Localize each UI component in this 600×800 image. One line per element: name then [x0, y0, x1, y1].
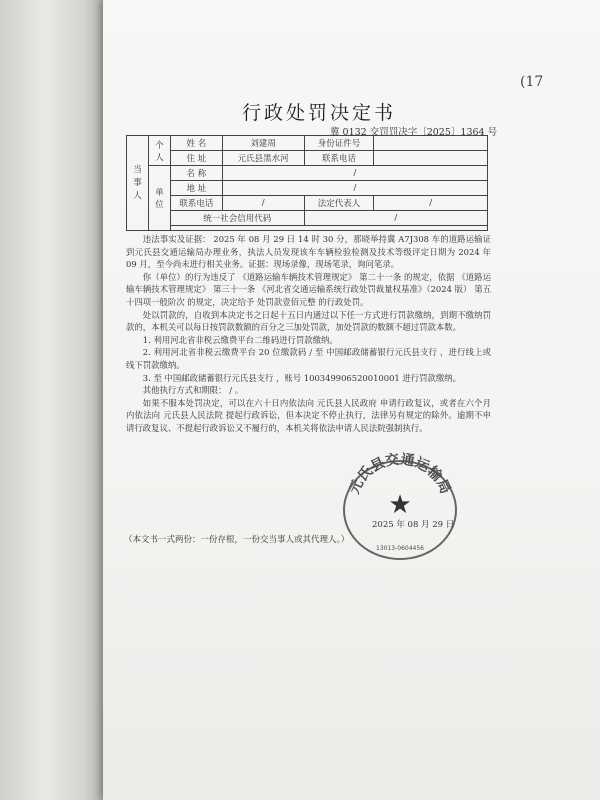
- facts-paragraph: 违法事实及证据： 2025 年 08 月 29 日 14 时 30 分，那晓举持冀 A7J308 车的道路运输证到元氏县交通运输局办理业务，执法人员发现该车车辆检验检测及技术等级评定日期为 2024 年 09 月，至今尚未进行相关业务。证据：现场录像，现场笔录，询问笔录。: [126, 234, 491, 270]
- star-icon: ★: [388, 490, 412, 520]
- unit-address-value: /: [222, 181, 487, 196]
- unit-name-value: /: [222, 166, 487, 181]
- name-value: 刘建周: [222, 136, 304, 151]
- credit-code-label: 统一社会信用代码: [170, 211, 304, 226]
- payment-intro-paragraph: 处以罚款的，自收到本决定书之日起十五日内通过以下任一方式进行罚款缴纳，到期不缴纳罚款的，本机关可以每日按罚款数额的百分之三加处罚款，加处罚款的数额不超过罚款本数。: [126, 309, 491, 333]
- unit-phone-value: /: [222, 196, 304, 211]
- person-label: 个人: [148, 136, 170, 166]
- legal-rep-value: /: [374, 196, 488, 211]
- other-execution: 其他执行方式和期限： / 。: [142, 385, 244, 396]
- unit-phone-label: 联系电话: [170, 196, 222, 211]
- unit-address-label: 地 址: [170, 181, 222, 196]
- footnote: （本文书一式两份：一份存根，一份交当事人或其代理人。）: [124, 535, 350, 545]
- name-label: 姓 名: [170, 136, 222, 151]
- payment-method-3: 3. 至 中国邮政储蓄银行元氏县支行 ，账号 100349906520010001 进行罚款缴纳。: [142, 372, 462, 383]
- decision-body: [126, 233, 491, 435]
- payment-method-2: 2. 利用河北省非税云缴费平台 20 位缴款码 / 至 中国邮政储蓄银行元氏县支行 ，进行线上或线下罚款缴纳。: [126, 347, 491, 370]
- party-info-table: [126, 135, 488, 231]
- seal-code: 13013-0604456: [376, 545, 424, 552]
- id-label: 身份证件号: [304, 136, 374, 151]
- document-title: 行政处罚决定书: [242, 102, 397, 124]
- address-label: 住 址: [170, 151, 222, 166]
- svg-text:元氏县交通运输局: 元氏县交通运输局: [346, 452, 454, 497]
- violation-paragraph: 你（单位）的行为违反了 《道路运输车辆技术管理规定》 第二十一条 的规定，依据 《道路运输车辆技术管理规定》 第三十一条 《河北省交通运输系统行政处罚裁量权基准》（2024 版） 第五十四项一般阶次 的规定，决定给予 处罚款壹佰元整 的行政处罚。: [126, 271, 491, 307]
- address-value: 元氏县黑水河: [222, 151, 304, 166]
- credit-code-value: /: [304, 211, 487, 226]
- id-value: [374, 136, 488, 151]
- payment-method-1: 1. 利用河北省非税云缴费平台二维码进行罚款缴纳。: [142, 334, 338, 345]
- official-seal: [343, 452, 457, 560]
- legal-rep-label: 法定代表人: [304, 196, 374, 211]
- blank-row: [170, 226, 487, 231]
- binder-spine: [0, 0, 112, 800]
- document-number: 冀 0132 交罚罚决字〔2025〕1364 号: [330, 127, 498, 138]
- appeal-paragraph: 如果不服本处罚决定，可以在六十日内依法向 元氏县人民政府 申请行政复议，或者在六个月内依法向 元氏县人民法院 提起行政诉讼，但本决定不停止执行，法律另有规定的除外。逾期不申请行政复议、不提起行政诉讼又不履行的，本机关将依法申请人民法院强制执行。: [126, 397, 491, 433]
- party-head: 当事人: [127, 136, 149, 231]
- unit-name-label: 名 称: [170, 166, 222, 181]
- phone-value: [374, 151, 488, 166]
- page-number: (17: [520, 74, 544, 90]
- phone-label: 联系电话: [304, 151, 374, 166]
- seal-date: 2025 年 08 月 29 日: [372, 520, 455, 530]
- unit-label: 单位: [148, 166, 170, 231]
